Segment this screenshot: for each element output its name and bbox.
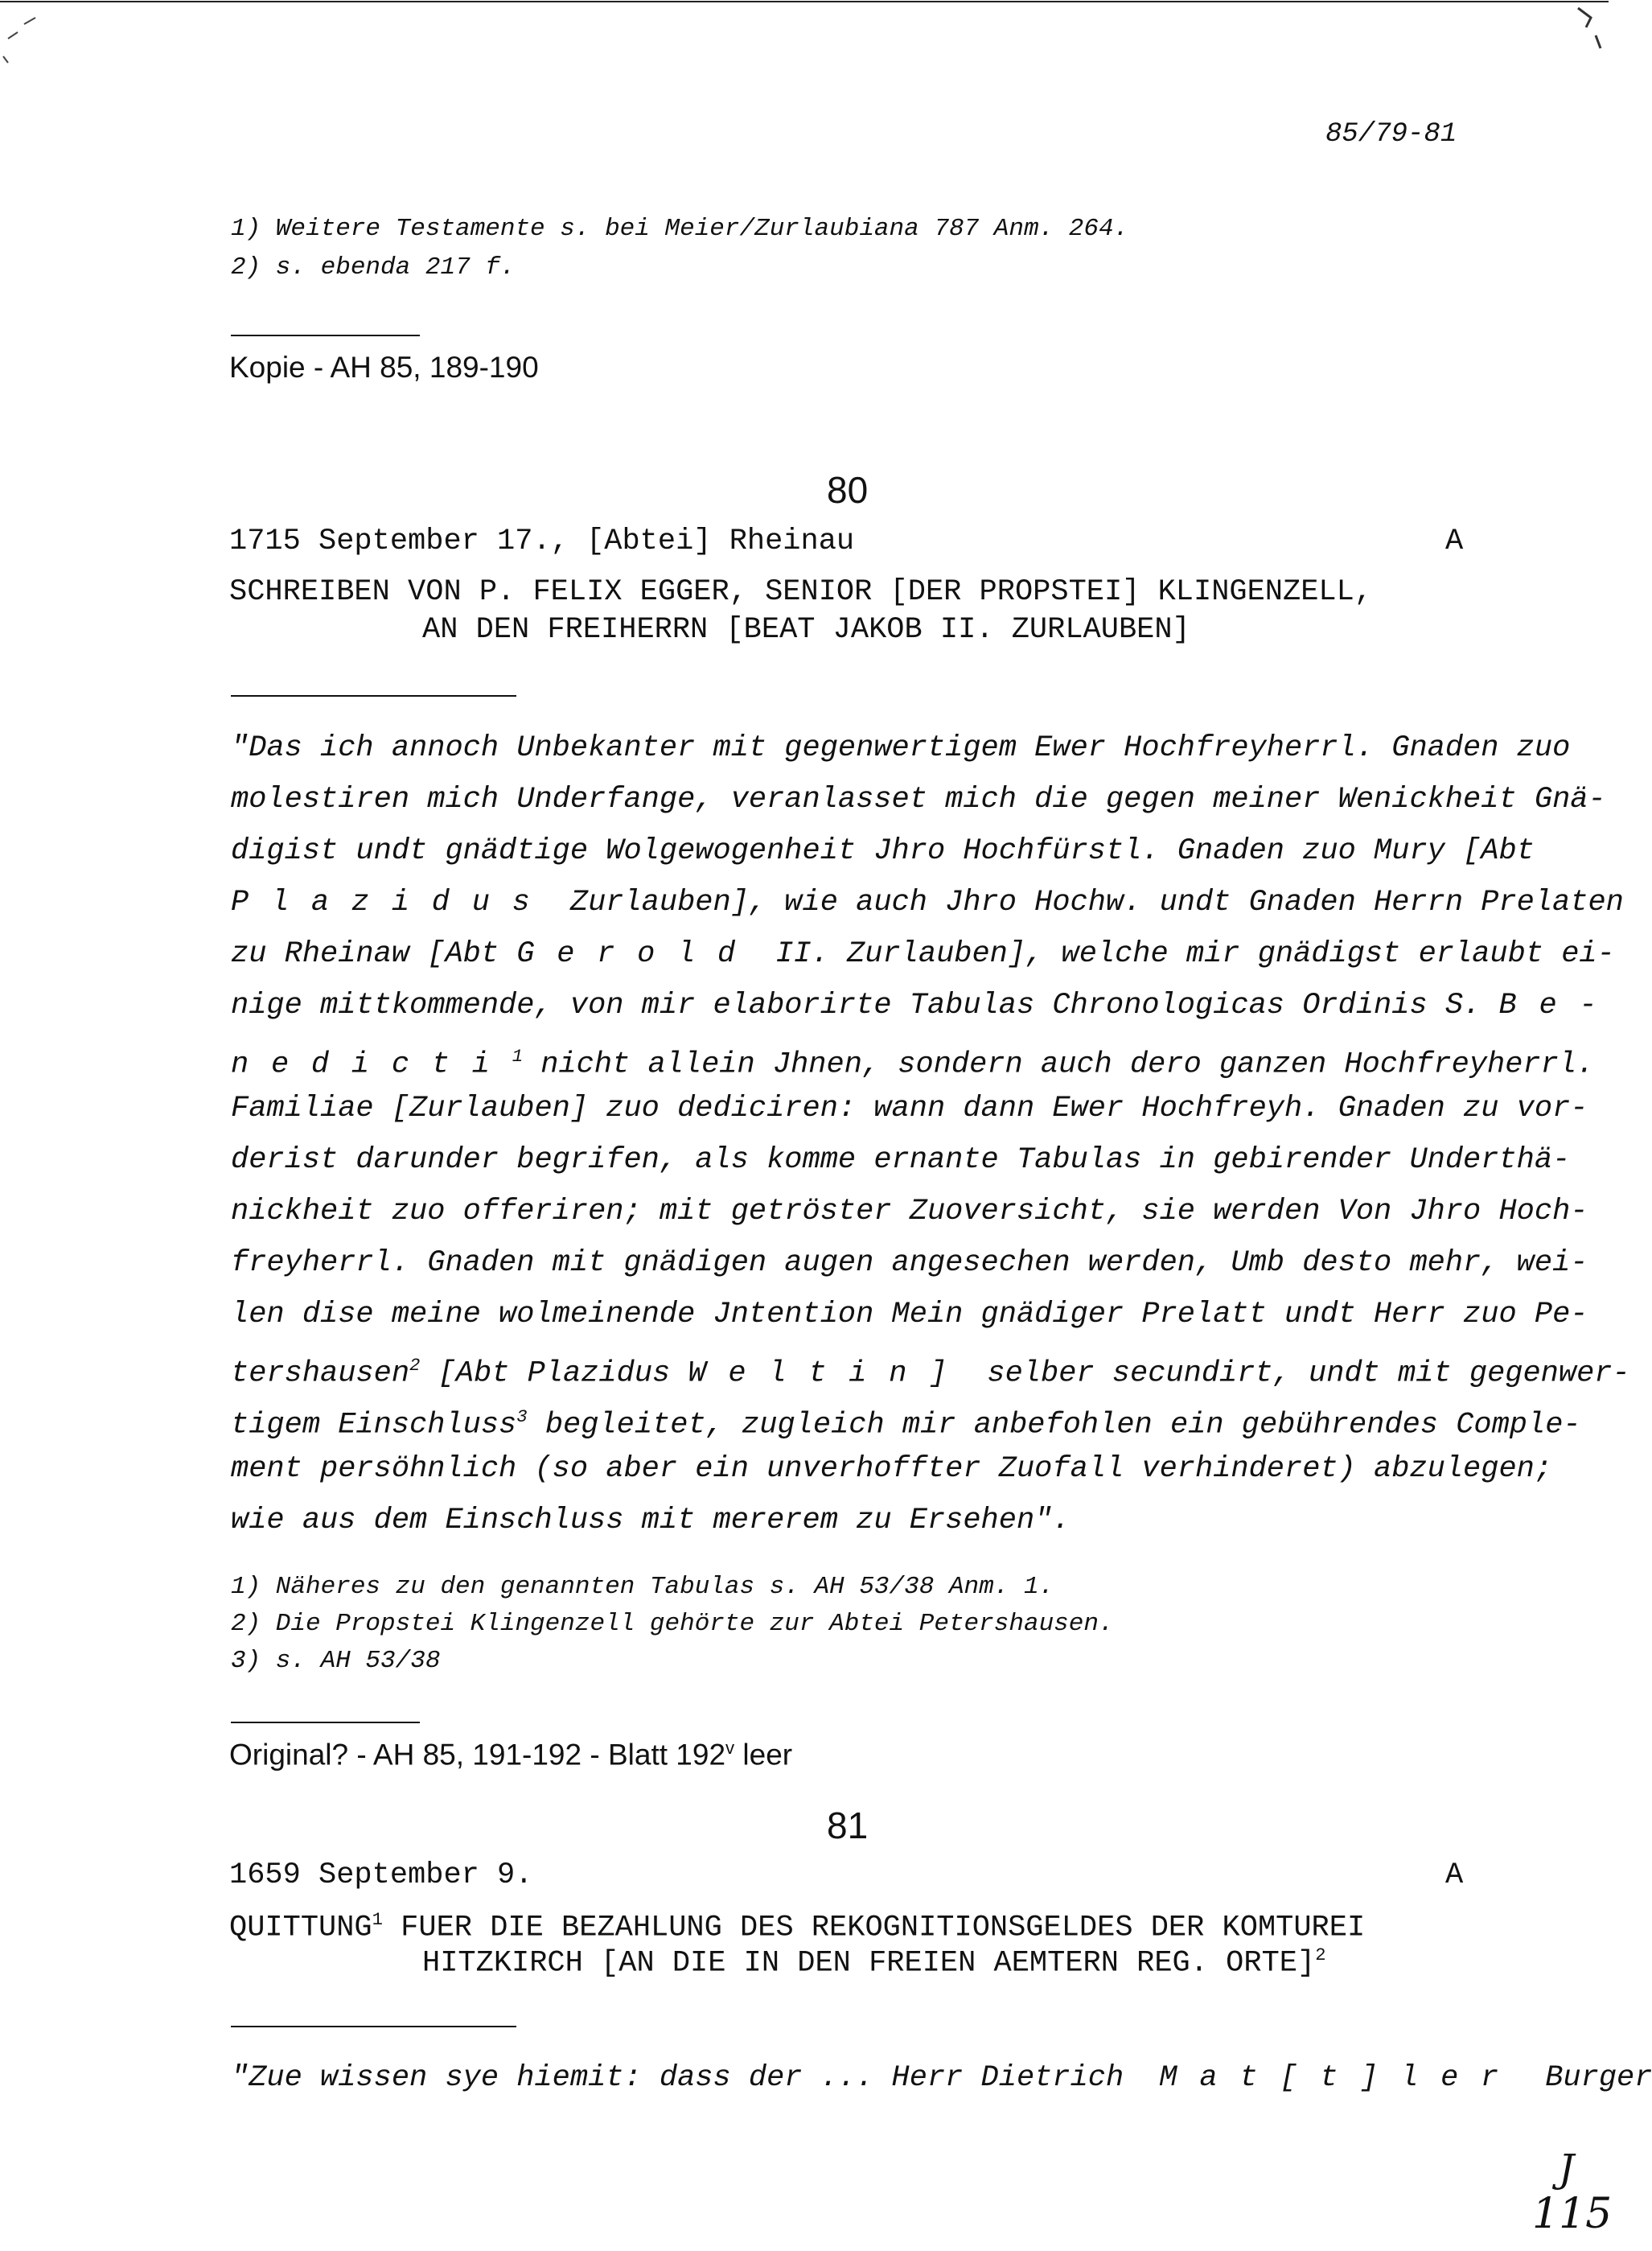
doc80-footnote-2: 2) Die Propstei Klingenzell gehörte zur Abtei Petershausen. <box>231 1610 1114 1638</box>
document-number-81: 81 <box>827 1805 869 1846</box>
source-text: Original? - AH 85, 191-192 - Blatt 192 <box>229 1738 726 1772</box>
doc81-text-line <box>231 2061 1652 2095</box>
footnote-ref: 2 <box>409 1356 421 1376</box>
text-span: nige mittkommende, von mir elaborirte Tabulas Chronologicas Ordinis S. <box>231 989 1481 1023</box>
text-span: "Zue wissen sye hiemit: dass der ... Herr Dietrich <box>231 2061 1124 2095</box>
text-span: II. Zurlauben], welche mir gnädigst erlaubt ei- <box>775 937 1615 971</box>
spaced-name: Gerold <box>516 937 758 971</box>
source-divider <box>231 335 420 336</box>
text-divider <box>231 2026 516 2027</box>
document-number-80: 80 <box>827 469 869 511</box>
spaced-name: nedicti <box>231 1047 512 1082</box>
doc80-title-line-1: SCHREIBEN VON P. FELIX EGGER, SENIOR [DER PROPSTEI] KLINGENZELL, <box>229 575 1373 609</box>
text-span: Burger <box>1545 2061 1652 2095</box>
doc80-text-line: freyherrl. Gnaden mit gnädigen augen angesechen werden, Umb desto mehr, wei- <box>231 1246 1588 1280</box>
doc80-text-line: "Das ich annoch Unbekanter mit gegenwertigem Ewer Hochfreyherrl. Gnaden zuo <box>231 731 1571 765</box>
doc80-text-line <box>231 1031 1595 1090</box>
doc80-title-line-2: AN DEN FREIHERRN [BEAT JAKOB II. ZURLAUBEN] <box>422 613 1190 647</box>
handwritten-check-mark: J <box>1559 2146 1575 2191</box>
doc81-title-line-1 <box>229 1910 1365 1944</box>
source-tail: leer <box>734 1738 793 1772</box>
handwritten-folio-number: 115 <box>1532 2190 1613 2238</box>
title-text: QUITTUNG <box>229 1911 372 1945</box>
doc80-date-place: 1715 September 17., [Abtei] Rheinau <box>229 525 855 558</box>
scan-edge-marks <box>0 0 1609 97</box>
doc80-footnote-1: 1) Näheres zu den genannten Tabulas s. AH 53/38 Anm. 1. <box>231 1573 1054 1601</box>
title-text: HITZKIRCH [AN DIE IN DEN FREIEN AEMTERN REG. ORTE] <box>422 1946 1316 1981</box>
spaced-name: Weltin] <box>688 1356 970 1391</box>
doc80-text-line: molestiren mich Underfange, veranlasset mich die gegen meiner Wenickheit Gnä- <box>231 783 1606 817</box>
text-span: selber secundirt, undt mit gegenwer- <box>987 1356 1630 1391</box>
spaced-name: Be- <box>1498 989 1620 1023</box>
source-divider <box>231 1722 420 1723</box>
footnote-ref: 3 <box>516 1407 528 1427</box>
doc80-text-line: derist darunder begrifen, als komme ernante Tabulas in gebirender Underthä- <box>231 1143 1571 1177</box>
doc80-text-line: digist undt gnädtige Wolgewogenheit Jhro Hochfürstl. Gnaden zuo Mury [Abt <box>231 834 1535 868</box>
text-span: nicht allein Jhnen, sondern auch dero ganzen Hochfreyherrl. <box>540 1047 1595 1082</box>
doc80-text-line: nickheit zuo offeriren; mit getröster Zuoversicht, sie werden Von Jhro Hoch- <box>231 1195 1588 1228</box>
page-reference: 85/79-81 <box>1325 119 1457 150</box>
doc80-text-line: Familiae [Zurlauben] zuo dediciren: wann dann Ewer Hochfreyh. Gnaden zu vor- <box>231 1092 1588 1126</box>
top-footnote-2: 2) s. ebenda 217 f. <box>231 253 516 282</box>
doc80-source-line <box>229 1738 792 1772</box>
verso-mark: v <box>725 1738 735 1758</box>
text-span: Zurlauben], wie auch Jhro Hochw. undt Gnaden Herrn Prelaten <box>569 886 1624 920</box>
text-divider <box>231 695 516 697</box>
doc81-grade: A <box>1445 1858 1464 1892</box>
doc80-grade: A <box>1445 525 1464 558</box>
spaced-name: Mat[t]ler <box>1159 2061 1521 2095</box>
doc80-text-line: len dise meine wolmeinende Jntention Mein gnädiger Prelatt undt Herr zuo Pe- <box>231 1298 1588 1331</box>
doc80-text-line <box>231 877 1624 928</box>
text-span: zu Rheinaw [Abt <box>231 937 499 971</box>
footnote-ref: 1 <box>512 1047 524 1067</box>
doc80-text-line <box>231 1392 1581 1451</box>
text-span: [Abt Plazidus <box>438 1356 671 1391</box>
doc80-text-line <box>231 928 1615 980</box>
doc80-text-line: ment persöhnlich (so aber ein unverhoffter Zuofall verhinderet) abzulegen; <box>231 1452 1553 1486</box>
doc80-text-line: wie aus dem Einschluss mit mererem zu Ersehen". <box>231 1504 1071 1537</box>
doc81-title-line-2 <box>422 1945 1326 1980</box>
footnote-ref: 1 <box>372 1910 383 1930</box>
text-span: begleitet, zugleich mir anbefohlen ein gebührendes Comple- <box>545 1408 1581 1442</box>
doc80-footnote-3: 3) s. AH 53/38 <box>231 1647 441 1675</box>
text-span: tershausen <box>231 1356 410 1391</box>
spaced-name: Plazidus <box>231 886 553 920</box>
doc80-text-line <box>231 980 1620 1031</box>
top-footnote-1: 1) Weitere Testamente s. bei Meier/Zurlaubiana 787 Anm. 264. <box>231 215 1129 243</box>
text-span: tigem Einschluss <box>231 1408 517 1442</box>
footnote-ref: 2 <box>1315 1945 1326 1965</box>
title-text: FUER DIE BEZAHLUNG DES REKOGNITIONSGELDES DER KOMTUREI <box>382 1911 1366 1945</box>
doc81-date: 1659 September 9. <box>229 1858 533 1892</box>
copy-source-line: Kopie - AH 85, 189-190 <box>229 351 539 384</box>
doc80-text-line <box>231 1340 1630 1399</box>
